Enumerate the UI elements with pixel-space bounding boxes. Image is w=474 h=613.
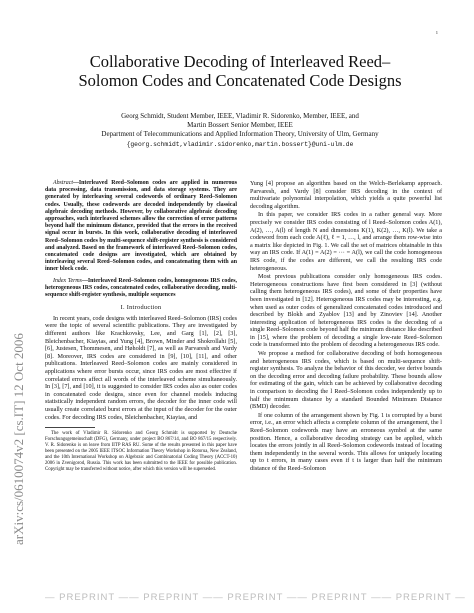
watermark-text: — PREPRINT — [45,592,130,603]
body-paragraph: We propose a method for collaborative decoding of both homogeneous and heterogeneous IRS codes, which is based on multi-sequence shift-register synthesis. To analyze the behavior of this decoder, we derive bounds on the decoding error and decoding failure probability. These bounds allow for estimating of the gain, which can be achieved by collaborative decoding in comparison to decoding the l Reed–Solomon codes independently up to half the minimum distance by a standard Bounded Minimum Distance (BMD) decoder. [250,350,442,411]
author-emails: {georg.schmidt,vladimir.sidorenko,martin.bossert}@uni-ulm.de [126,140,354,148]
arxiv-id: arXiv:cs/0610074v2 [cs.IT] 12 Oct 2006 [11,333,26,545]
abstract-text: —Interleaved Reed–Solomon codes are applied in numerous data processing, data transmission, and data storage systems. They are generated by interleaving several codewords of ordinary Reed–Solomon codes. Usually, these codewords are decoded independently by classical algebraic decoding methods. However, by collaborative algebraic decoding approaches, such interleaved schemes allow the correction of error patterns beyond half the minimum distance, provided that the errors in the received signal occur in bursts. In this work, collaborative decoding of interleaved Reed–Solomon codes by multi-sequence shift-register synthesis is considered and analyzed. Based on the framework of interleaved Reed–Solomon codes, concatenated code designs are investigated, which are obtained by interleaving several Reed–Solomon codes, and concatenating them with an inner block code. [45,180,237,273]
index-terms-text: —Interleaved Reed–Solomon codes, homogeneous IRS codes, heterogeneous IRS codes, concatenated codes, collaborative decoding, multi-sequence shift-register synthesis, multiple sequences [45,277,237,299]
preprint-watermark [45,592,466,603]
footnote-rule [45,427,95,428]
index-terms-label: Index Terms [53,277,82,284]
author-block [55,112,425,149]
page-number: 1 [435,30,438,35]
intro-paragraph: In recent years, code designs with interleaved Reed–Solomon (IRS) codes were the topic of several scientific publications. They are investigated by different authors like Krachkovsky, Lee, and Garg [1], [2], [3], Bleichenbacher, Kiayias, and Yung [4], Brown, Minder and Shokrollahi [5], [6], Justesen, Thommesen, and Høholdt [7], as well as Parvaresh and Vardy [8]. Moreover, IRS codes are considered in [9], [10], [11], and other publications. Interleaved Reed–Solomon codes are mainly considered in applications where error bursts occur, since IRS codes are most effective if correlated errors affect all words of the interleaved scheme simultaneously. In [3], [7], and [10], it is suggested to consider IRS codes also as outer codes in concatenated code designs, since even for channel models inducing statistically independent random errors, the decoder for the inner code will usually create correlated burst errors at the input of the decoder for the outer codes. For decoding IRS codes, Bleichenbacher, Kiayias, and [45,314,237,421]
abstract [45,180,237,274]
footnote-text: The work of Vladimir R. Sidorenko and Georg Schmidt is supported by Deutsche Forschungsgemeinschaft (DFG), Germany, under project BO 867/14, and BO 867/15 respectively. V. R. Sidorenko is on leave from IITP RAS RU. Some of the results presented in this paper have been presented on the 2005 IEEE ITSOC Information Theory Workshop in Rotorua, New Zealand, and the 10th International Workshop on Algebraic and Combinatorial Coding Theory (ACCT-10) 2006 in Zvenigorod, Russia. This work has been submitted to the IEEE for possible publication. Copyright may be transferred without notice, after which this version will be superseded. [45,431,237,473]
footnote [45,431,237,473]
paper-title: Collaborative Decoding of Interleaved Reed–Solomon Codes and Concatenated Code Designs [78,52,402,90]
watermark-text: — PREPRINT — [129,592,214,603]
affiliation: Department of Telecommunications and Applied Information Theory, University of Ulm, Germany [101,130,379,139]
body-paragraph: Most previous publications consider only homogeneous IRS codes. Heterogeneous constructions have first been considered in [3] (without calling them heterogeneous IRS codes), and some of their properties have been investigated in [12]. Heterogeneous IRS codes may be interesting, e.g. when used as outer codes of generalized concatenated codes introduced and described by Blokh and Zyablov [13] and by Zinoviev [14]. Another interesting application of heterogeneous IRS codes is the decoding of a single Reed–Solomon code beyond half the minimum distance like described in [15], where the problem of decoding a single low-rate Reed–Solomon code is transformed into the problem of decoding a heterogeneous IRS code. [250,273,442,349]
body-paragraph: Yung [4] propose an algorithm based on the Welch–Berlekamp approach. Parvaresh, and Vardy [8] consider IRS decoding in the context of multivariate polynomial interpolation, which yields a quite powerful list decoding algorithm. [250,180,442,210]
body-paragraph: If one column of the arrangement shown by Fig. 1 is corrupted by a burst error, i.e., an error which affects a complete column of the arrangement, the l Reed–Solomon codewords may have an erroneous symbol at the same position. Hence, a collaborative decoding strategy can be applied, which locates the errors jointly in all Reed–Solomon codewords instead of locating them independently in the several words. This allows for uniquely locating up to t errors, in many cases even if t is larger than half the minimum distance of the Reed–Solomon [250,411,442,472]
watermark-text: — PREPRINT — [213,592,298,603]
arxiv-stamp [9,135,29,545]
body-paragraph: In this paper, we consider IRS codes in a rather general way. More precisely we consider IRS codes consisting of l Reed–Solomon codes A(1), A(2), …, A(l) of length N and dimensions K(1), K(2), …, K(l). We take a codeword from each code A(ℓ), ℓ = 1, …, l, and arrange them row-wise into a matrix like depicted in Fig. 1. We call the set of matrices obtainable in this way an IRS code. If A(1) = A(2) = ··· = A(l), we call the code homogeneous IRS code, if the codes are different, we call the resulting IRS code heterogeneous. [250,211,442,272]
right-column [250,180,442,474]
index-terms [45,278,237,300]
watermark-text: — PREPRINT — [381,592,466,603]
watermark-text: — PREPRINT — [297,592,382,603]
abstract-label: Abstract [53,180,73,186]
left-column [45,180,237,473]
section-heading: I. Introduction [120,304,162,312]
author-line-1: Georg Schmidt, Student Member, IEEE, Vladimir R. Sidorenko, Member, IEEE, and [121,112,359,120]
author-line-2: Martin Bossert Senior Member, IEEE [187,121,293,130]
